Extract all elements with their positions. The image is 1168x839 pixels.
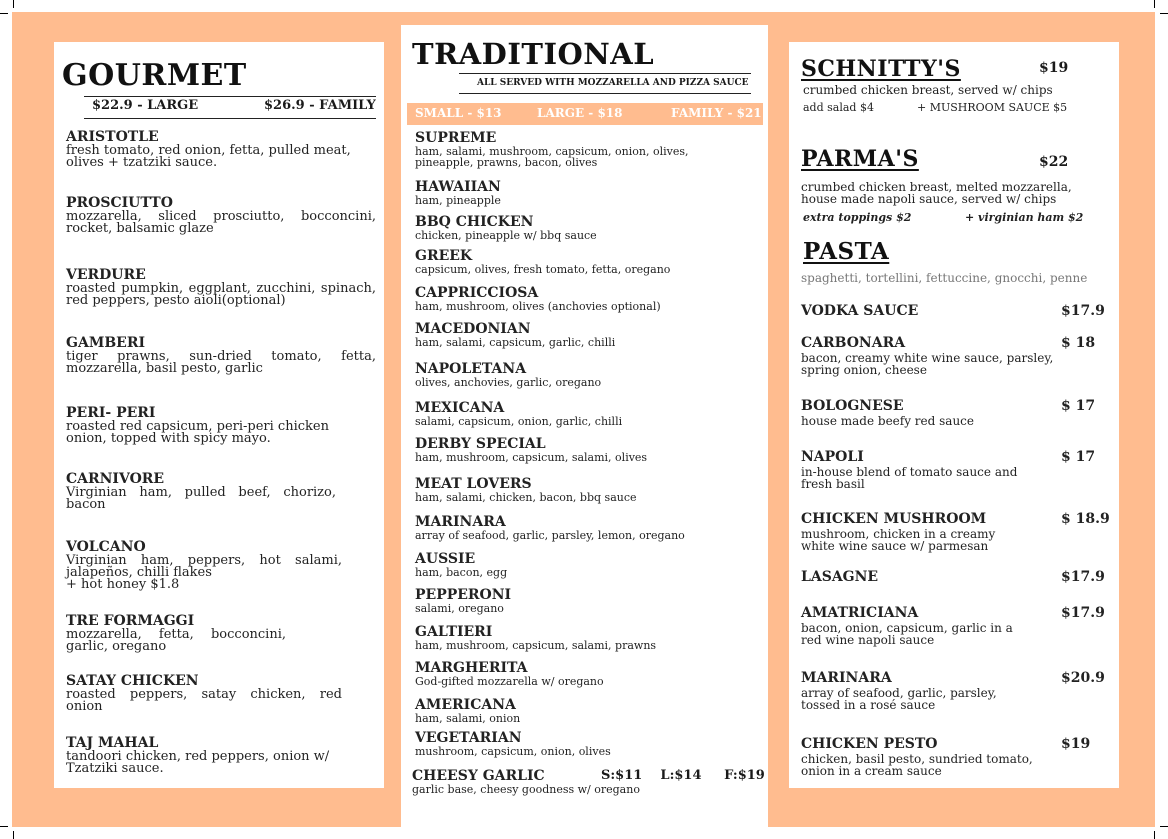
pasta-item-desc: array of seafood, garlic, parsley, tossed in a rosé sauce xyxy=(801,686,997,712)
pasta-item-price: $20.9 xyxy=(1061,670,1105,686)
item-desc: roasted red capsicum, peri-peri chicken onion, topped with spicy mayo. xyxy=(66,419,329,446)
item-desc: mushroom, capsicum, onion, olives xyxy=(415,745,611,758)
divider xyxy=(459,93,751,94)
pasta-item-price: $19 xyxy=(1061,736,1091,752)
menu-item xyxy=(66,406,376,445)
pasta-item-price: $ 17 xyxy=(1061,398,1096,414)
menu-item xyxy=(66,196,376,235)
item-name: VEGETARIAN xyxy=(415,730,522,746)
item-name: MARGHERITA xyxy=(415,660,528,676)
pasta-types: spaghetti, tortellini, fettuccine, gnocchi, penne xyxy=(801,271,1088,285)
item-desc: array of seafood, garlic, parsley, lemon, oregano xyxy=(415,529,685,542)
menu-item xyxy=(415,731,755,757)
menu-item xyxy=(66,268,376,307)
crop-mark xyxy=(1160,826,1168,827)
item-name: PEPPERONI xyxy=(415,587,512,603)
pasta-item-price: $ 17 xyxy=(1061,449,1096,465)
pasta-item-price: $ 18 xyxy=(1061,335,1096,351)
crop-mark xyxy=(13,0,14,8)
menu-item xyxy=(415,286,755,312)
addon-sauce: + MUSHROOM SAUCE $5 xyxy=(917,101,1068,114)
pasta-item-name: AMATRICIANA xyxy=(801,605,919,621)
item-name: AUSSIE xyxy=(415,551,476,567)
item-desc: tandoori chicken, red peppers, onion w/ Tzatziki sauce. xyxy=(66,749,330,776)
menu-item xyxy=(66,614,376,653)
traditional-subtitle: ALL SERVED WITH MOZZARELLA AND PIZZA SAUCE xyxy=(477,78,749,88)
price-large: LARGE - $18 xyxy=(537,106,623,120)
pasta-item-price: $17.9 xyxy=(1061,569,1105,585)
crop-mark xyxy=(0,826,8,827)
crop-mark xyxy=(1154,0,1155,8)
menu-item xyxy=(66,472,376,511)
item-desc: ham, mushroom, olives (anchovies optional) xyxy=(415,300,661,313)
pasta-item-price: $17.9 xyxy=(1061,605,1105,621)
item-prices: S:$11 L:$14 F:$19 xyxy=(601,768,765,783)
item-desc: ham, salami, capsicum, garlic, chilli xyxy=(415,336,616,349)
schnitty-desc: crumbed chicken breast, served w/ chips xyxy=(803,83,1053,97)
pasta-title: PASTA xyxy=(803,238,890,265)
item-name: GAMBERI xyxy=(66,335,146,351)
price-small: SMALL - $13 xyxy=(415,106,502,120)
pasta-item-name: MARINARA xyxy=(801,670,892,686)
item-name: CARNIVORE xyxy=(66,471,165,487)
menu-item xyxy=(66,674,376,713)
menu-item xyxy=(415,515,755,541)
menu-item xyxy=(415,401,755,427)
item-name: BBQ CHICKEN xyxy=(415,214,534,230)
price-family: FAMILY - $21 xyxy=(671,106,762,120)
item-name: MARINARA xyxy=(415,514,506,530)
item-desc: ham, salami, onion xyxy=(415,712,521,725)
pasta-item-price: $17.9 xyxy=(1061,303,1105,319)
extra-ham: + virginian ham $2 xyxy=(965,211,1084,224)
traditional-panel xyxy=(401,25,768,827)
crop-mark xyxy=(1154,831,1155,839)
item-name: MEXICANA xyxy=(415,400,505,416)
item-name: SATAY CHICKEN xyxy=(66,673,199,689)
item-name: VERDURE xyxy=(66,267,146,283)
menu-item xyxy=(415,437,755,463)
item-desc: garlic base, cheesy goodness w/ oregano xyxy=(412,783,640,796)
item-desc: ham, salami, mushroom, capsicum, onion, olives, pineapple, prawns, bacon, olives xyxy=(415,145,689,169)
item-extra: + hot honey $1.8 xyxy=(66,577,180,592)
item-desc: ham, mushroom, capsicum, salami, prawns xyxy=(415,639,657,652)
pasta-item-desc: in-house blend of tomato sauce and fresh basil xyxy=(801,465,1018,491)
pasta-item-name: BOLOGNESE xyxy=(801,398,904,414)
pasta-item-desc: mushroom, chicken in a creamy white wine sauce w/ parmesan xyxy=(801,527,996,553)
menu-item xyxy=(415,588,755,614)
menu-item xyxy=(415,215,755,241)
menu-item xyxy=(66,336,376,375)
pasta-item-desc: bacon, creamy white wine sauce, parsley, spring onion, cheese xyxy=(801,351,1054,377)
item-desc: tiger prawns, sun-dried tomato, fetta, mozzarella, basil pesto, garlic xyxy=(66,349,376,376)
item-name: MEAT LOVERS xyxy=(415,476,532,492)
item-name: SUPREME xyxy=(415,130,497,146)
pasta-item-name: CHICKEN MUSHROOM xyxy=(801,511,987,527)
menu-item xyxy=(415,362,755,388)
item-desc: olives, anchovies, garlic, oregano xyxy=(415,376,602,389)
item-name: CAPPRICCIOSA xyxy=(415,285,539,301)
pasta-item-desc: bacon, onion, capsicum, garlic in a red wine napoli sauce xyxy=(801,621,1013,647)
item-desc: fresh tomato, red onion, fetta, pulled meat, olives + tzatziki sauce. xyxy=(66,143,351,170)
item-desc: ham, pineapple xyxy=(415,194,501,207)
divider xyxy=(459,73,751,74)
item-name: AMERICANA xyxy=(415,697,516,713)
crop-mark xyxy=(1160,13,1168,14)
traditional-title: TRADITIONAL xyxy=(412,37,655,71)
item-desc: Virginian ham, pulled beef, chorizo, bacon xyxy=(66,485,336,512)
menu-item xyxy=(415,625,755,651)
menu-item xyxy=(66,736,376,775)
item-name: MACEDONIAN xyxy=(415,321,531,337)
crop-mark xyxy=(13,831,14,839)
item-desc: salami, capsicum, onion, garlic, chilli xyxy=(415,415,623,428)
pasta-item-name: NAPOLI xyxy=(801,449,864,465)
item-desc: roasted pumpkin, eggplant, zucchini, spinach, red peppers, pesto aioli(optional) xyxy=(66,281,376,308)
gourmet-panel xyxy=(54,42,384,788)
crop-mark xyxy=(0,13,8,14)
menu-item xyxy=(415,131,755,168)
menu-item xyxy=(415,322,755,348)
price-large: $22.9 - LARGE xyxy=(92,98,199,113)
pasta-item-desc: chicken, basil pesto, sundried tomato, onion in a cream sauce xyxy=(801,752,1033,778)
item-name: TRE FORMAGGI xyxy=(66,613,195,629)
size-price-bar xyxy=(407,103,763,125)
schnitty-price: $19 xyxy=(1039,60,1069,76)
extra-toppings: extra toppings $2 xyxy=(803,211,912,224)
item-desc: mozzarella, sliced prosciutto, bocconcini, rocket, balsamic glaze xyxy=(66,209,376,236)
gourmet-title: GOURMET xyxy=(62,58,247,93)
menu-item xyxy=(415,180,755,206)
divider xyxy=(84,96,376,97)
pasta-item-name: VODKA SAUCE xyxy=(801,303,919,319)
menu-item xyxy=(415,661,755,687)
parma-price: $22 xyxy=(1039,154,1069,170)
item-desc: ham, mushroom, capsicum, salami, olives xyxy=(415,451,648,464)
mains-panel xyxy=(789,42,1119,788)
item-name: TAJ MAHAL xyxy=(66,735,159,751)
item-name: GALTIERI xyxy=(415,624,493,640)
item-desc: God-gifted mozzarella w/ oregano xyxy=(415,675,604,688)
item-name: VOLCANO xyxy=(66,539,146,555)
item-desc: ham, salami, chicken, bacon, bbq sauce xyxy=(415,491,637,504)
item-name: CHEESY GARLIC xyxy=(412,768,545,784)
parma-desc: crumbed chicken breast, melted mozzarella, house made napoli sauce, served w/ chips xyxy=(801,180,1072,206)
parma-title: PARMA'S xyxy=(801,146,919,172)
pasta-item-name: LASAGNE xyxy=(801,569,879,585)
item-desc: Virginian ham, peppers, hot salami, jalapeños, chilli flakes xyxy=(66,553,342,580)
pasta-item-price: $ 18.9 xyxy=(1061,511,1110,527)
menu-item xyxy=(66,130,376,169)
item-name: HAWAIIAN xyxy=(415,179,501,195)
item-desc: ham, bacon, egg xyxy=(415,566,508,579)
item-desc: mozzarella, fetta, bocconcini, garlic, oregano xyxy=(66,627,286,654)
item-desc: roasted peppers, satay chicken, red onion xyxy=(66,687,342,714)
menu-item xyxy=(415,698,755,724)
item-name: PERI- PERI xyxy=(66,405,156,421)
schnitty-title: SCHNITTY'S xyxy=(801,56,961,82)
menu-item xyxy=(415,477,755,503)
item-name: DERBY SPECIAL xyxy=(415,436,546,452)
addon-salad: add salad $4 xyxy=(803,101,874,114)
price-family: $26.9 - FAMILY xyxy=(264,98,376,113)
menu-item xyxy=(415,552,755,578)
divider xyxy=(84,118,376,119)
item-name: GREEK xyxy=(415,248,473,264)
item-name: ARISTOTLE xyxy=(66,129,159,145)
item-name: NAPOLETANA xyxy=(415,361,527,377)
pasta-item-name: CHICKEN PESTO xyxy=(801,736,938,752)
item-desc: capsicum, olives, fresh tomato, fetta, oregano xyxy=(415,263,671,276)
pasta-item-desc: house made beefy red sauce xyxy=(801,414,975,428)
menu-item xyxy=(415,249,755,275)
pasta-item-name: CARBONARA xyxy=(801,335,906,351)
menu-item xyxy=(66,540,376,591)
item-desc: salami, oregano xyxy=(415,602,504,615)
item-name: PROSCIUTTO xyxy=(66,195,173,211)
item-desc: chicken, pineapple w/ bbq sauce xyxy=(415,229,597,242)
